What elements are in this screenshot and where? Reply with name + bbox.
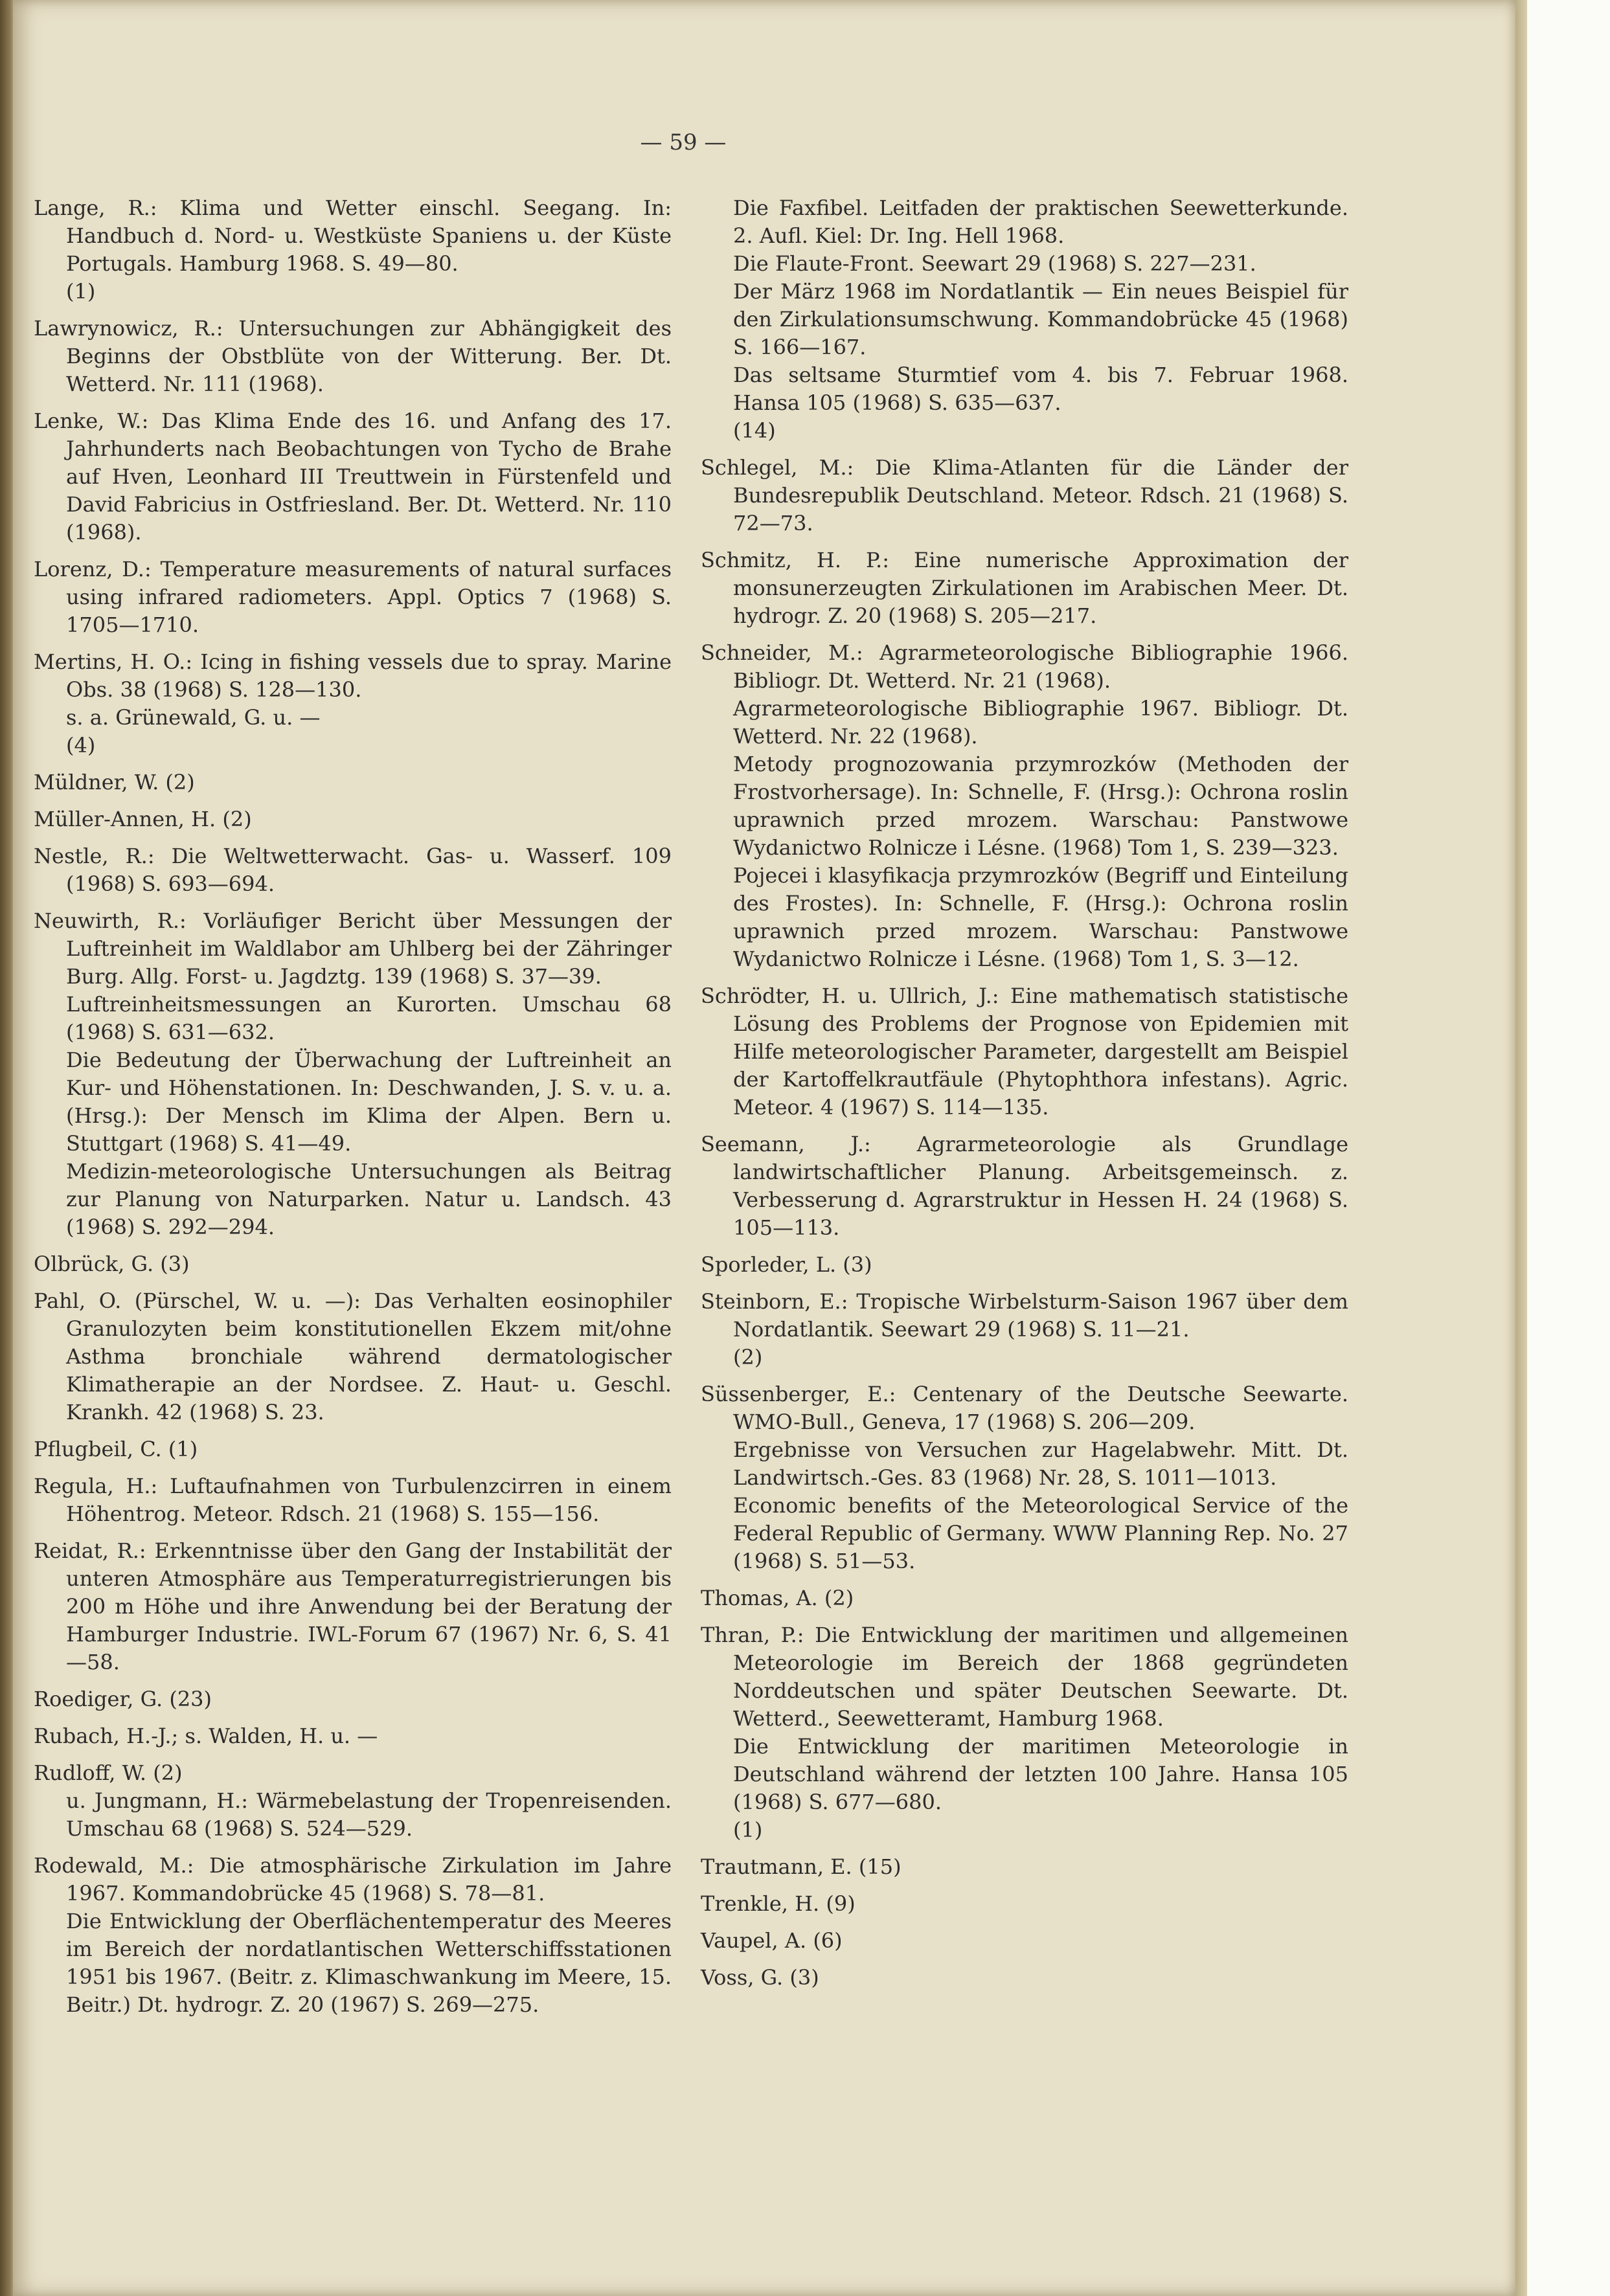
entry-text: Pahl, O. (Pürschel, W. u. —): Das Verhalten eosinophiler Granulozyten beim konstitutionellen Ekzem mit/ohne Asthma bronchiale während dermatologischer Klimatherapie an der Nordsee. Z. Haut- u. Geschl. Krankh. 42 (1968) S. 23. xyxy=(34,1289,672,1424)
entry-continuation: Agrarmeteorologische Bibliographie 1967. Bibliogr. Dt. Wetterd. Nr. 22 (1968). xyxy=(733,696,1348,748)
entry-text: Neuwirth, R.: Vorläufiger Bericht über Messungen der Luftreinheit im Waldlabor am Uhlberg bei der Zähringer Burg. Allg. Forst- u. Jagdztg. 139 (1968) S. 37—39. xyxy=(34,908,672,989)
entry-text: Rudloff, W. (2) xyxy=(34,1761,183,1785)
bibliography-entry xyxy=(34,1287,672,1426)
entry-text: Mertins, H. O.: Icing in fishing vessels due to spray. Marine Obs. 38 (1968) S. 128—130. xyxy=(34,649,672,702)
bibliography-entry xyxy=(34,556,672,639)
entry-text: Rubach, H.-J.; s. Walden, H. u. — xyxy=(34,1724,378,1748)
entry-continuation: Die Bedeutung der Überwachung der Luftreinheit an Kur- und Höhenstationen. In: Deschwanden, J. S. v. u. a. (Hrsg.): Der Mensch im Klima der Alpen. Bern u. Stuttgart (1968) S. 41—49. xyxy=(66,1048,672,1156)
entry-continuation: (2) xyxy=(733,1345,763,1369)
entry-text: Steinborn, E.: Tropische Wirbelsturm-Saison 1967 über dem Nordatlantik. Seewart 29 (1968) S. 11—21. xyxy=(701,1289,1348,1342)
bibliography-entry xyxy=(701,1380,1348,1575)
entry-text: Lorenz, D.: Temperature measurements of natural surfaces using infrared radiometers. Appl. Optics 7 (1968) S. 1705—1710. xyxy=(34,557,672,637)
entry-text: Thomas, A. (2) xyxy=(701,1586,854,1610)
entry-continuation: Economic benefits of the Meteorological Service of the Federal Republic of Germany. WWW Planning Rep. No. 27 (1968) S. 51—53. xyxy=(733,1493,1348,1573)
bibliography-entry xyxy=(701,1964,1348,1992)
bibliography-entry xyxy=(701,454,1348,537)
entry-text: Lenke, W.: Das Klima Ende des 16. und Anfang des 17. Jahrhunderts nach Beobachtungen von Tycho de Brahe auf Hven, Leonhard III Treuttwein in Fürstenfeld und David Fabricius in Ostfriesland. Ber. Dt. Wetterd. Nr. 110 (1968). xyxy=(34,409,672,545)
entry-continuation: (1) xyxy=(66,279,96,304)
bibliography-entry xyxy=(34,1722,672,1750)
bibliography-entry xyxy=(701,1890,1348,1918)
entry-text: Müller-Annen, H. (2) xyxy=(34,807,252,831)
bibliography-entry xyxy=(701,1927,1348,1955)
entry-text: Schrödter, H. u. Ullrich, J.: Eine mathematisch statistische Lösung des Problems der Prognose von Epidemien mit Hilfe meteorologischer Parameter, dargestellt am Beispiel der Kartoffelkrautfäule (Phytophthora infestans). Agric. Meteor. 4 (1967) S. 114—135. xyxy=(701,984,1348,1120)
entry-text: Pflugbeil, C. (1) xyxy=(34,1437,198,1461)
entry-continuation: (14) xyxy=(733,418,776,443)
bibliography-entry xyxy=(34,805,672,833)
bibliography-entry xyxy=(701,546,1348,630)
entry-continuation: Die Entwicklung der maritimen Meteorologie in Deutschland während der letzten 100 Jahre. Hansa 105 (1968) S. 677—680. xyxy=(733,1734,1348,1814)
entry-text: Reidat, R.: Erkenntnisse über den Gang der Instabilität der unteren Atmosphäre aus Temperaturregistrierungen bis 200 m Höhe und ihre Anwendung bei der Beratung der Hamburger Industrie. IWL-Forum 67 (1967) Nr. 6, S. 41—58. xyxy=(34,1538,672,1674)
entry-text: Olbrück, G. (3) xyxy=(34,1252,190,1276)
bibliography-entry xyxy=(701,982,1348,1121)
bibliography-entry xyxy=(34,1685,672,1713)
entry-text: Lange, R.: Klima und Wetter einschl. Seegang. In: Handbuch d. Nord- u. Westküste Spaniens u. der Küste Portugals. Hamburg 1968. S. 49—80. xyxy=(34,196,672,276)
entry-continuation: Ergebnisse von Versuchen zur Hagelabwehr. Mitt. Dt. Landwirtsch.-Ges. 83 (1968) Nr. 28, S. 1011—1013. xyxy=(733,1437,1348,1490)
bibliography-entry xyxy=(34,842,672,898)
entry-continuation: Die Faxfibel. Leitfaden der praktischen Seewetterkunde. 2. Aufl. Kiel: Dr. Ing. Hell 1968. xyxy=(733,196,1348,248)
bibliography-entry xyxy=(34,1537,672,1676)
bibliography-entry xyxy=(701,1621,1348,1844)
entry-text: Schmitz, H. P.: Eine numerische Approximation der monsunerzeugten Zirkulationen im Arabischen Meer. Dt. hydrogr. Z. 20 (1968) S. 205—217. xyxy=(701,548,1348,628)
bibliography-entry xyxy=(34,194,672,306)
entry-text: Roediger, G. (23) xyxy=(34,1687,212,1711)
entry-text: Süssenberger, E.: Centenary of the Deutsche Seewarte. WMO-Bull., Geneva, 17 (1968) S. 206—209. xyxy=(701,1382,1348,1434)
entry-text: Regula, H.: Luftaufnahmen von Turbulenzcirren in einem Höhentrog. Meteor. Rdsch. 21 (1968) S. 155—156. xyxy=(34,1474,672,1526)
entry-text: Lawrynowicz, R.: Untersuchungen zur Abhängigkeit des Beginns der Obstblüte von der Witterung. Ber. Dt. Wetterd. Nr. 111 (1968). xyxy=(34,316,672,396)
entry-text: Voss, G. (3) xyxy=(701,1965,819,1990)
entry-continuation: u. Jungmann, H.: Wärmebelastung der Tropenreisenden. Umschau 68 (1968) S. 524—529. xyxy=(66,1788,672,1841)
entry-text: Seemann, J.: Agrarmeteorologie als Grundlage landwirtschaftlicher Planung. Arbeitsgemeinsch. z. Verbesserung d. Agrarstruktur in Hessen H. 24 (1968) S. 105—113. xyxy=(701,1132,1348,1240)
bibliography-entry xyxy=(701,1288,1348,1371)
bibliography-entry xyxy=(34,907,672,1241)
left-column xyxy=(34,194,672,2028)
entry-text: Nestle, R.: Die Weltwetterwacht. Gas- u. Wasserf. 109 (1968) S. 693—694. xyxy=(34,844,672,896)
entry-text: Rodewald, M.: Die atmosphärische Zirkulation im Jahre 1967. Kommandobrücke 45 (1968) S. 78—81. xyxy=(34,1853,672,1906)
entry-continuation: Pojecei i klasyfikacja przymrozków (Begriff und Einteilung des Frostes). In: Schnelle, F. (Hrsg.): Ochrona roslin uprawnich przed mrozem. Warschau: Panstwowe Wydanictwo Rolnicze i Lésne. (1968) Tom 1, S. 3—12. xyxy=(733,863,1348,971)
entry-text: Sporleder, L. (3) xyxy=(701,1252,872,1277)
entry-text: Trenkle, H. (9) xyxy=(701,1891,856,1916)
entry-continuation: Der März 1968 im Nordatlantik — Ein neues Beispiel für den Zirkulationsumschwung. Kommandobrücke 45 (1968) S. 166—167. xyxy=(733,279,1348,359)
entry-text: Vaupel, A. (6) xyxy=(701,1928,843,1953)
bibliography-entry xyxy=(701,1251,1348,1279)
bibliography-entry xyxy=(34,315,672,398)
bibliography-entry xyxy=(34,1852,672,2019)
bibliography-entry xyxy=(34,1759,672,1843)
entry-text: Schlegel, M.: Die Klima-Atlanten für die Länder der Bundesrepublik Deutschland. Meteor. Rdsch. 21 (1968) S. 72—73. xyxy=(701,455,1348,535)
bibliography-entry xyxy=(34,407,672,546)
entry-continuation: Die Flaute-Front. Seewart 29 (1968) S. 227—231. xyxy=(733,251,1256,276)
page-number: — 59 — xyxy=(640,129,727,155)
bibliography-entry xyxy=(34,1472,672,1528)
scan-background xyxy=(1527,0,1610,2296)
entry-continuation: Luftreinheitsmessungen an Kurorten. Umschau 68 (1968) S. 631—632. xyxy=(66,992,672,1044)
entry-continuation: (4) xyxy=(66,733,96,758)
entry-continuation: (1) xyxy=(733,1818,763,1842)
bibliography-entry xyxy=(701,1853,1348,1881)
bibliography-entry xyxy=(701,639,1348,973)
entry-text: Schneider, M.: Agrarmeteorologische Bibliographie 1966. Bibliogr. Dt. Wetterd. Nr. 21 (1968). xyxy=(701,640,1348,693)
right-column xyxy=(701,194,1348,2001)
entry-continuation: Medizin-meteorologische Untersuchungen als Beitrag zur Planung von Naturparken. Natur u. Landsch. 43 (1968) S. 292—294. xyxy=(66,1159,672,1239)
entry-continuation: Das seltsame Sturmtief vom 4. bis 7. Februar 1968. Hansa 105 (1968) S. 635—637. xyxy=(733,363,1348,415)
bibliography-entry xyxy=(34,1250,672,1278)
entry-text: Müldner, W. (2) xyxy=(34,770,195,794)
bibliography-entry xyxy=(701,194,1348,445)
entry-continuation: Metody prognozowania przymrozków (Methoden der Frostvorhersage). In: Schnelle, F. (Hrsg.): Ochrona roslin uprawnich przed mrozem. Warschau: Panstwowe Wydanictwo Rolnicze i Lésne. (1968) Tom 1, S. 239—323. xyxy=(733,752,1348,860)
bibliography-entry xyxy=(701,1584,1348,1612)
bibliography-entry xyxy=(34,1435,672,1463)
entry-text: Trautmann, E. (15) xyxy=(701,1854,901,1879)
page-edge xyxy=(1515,0,1527,2296)
entry-continuation: Die Entwicklung der Oberflächentemperatur des Meeres im Bereich der nordatlantischen Wetterschiffsstationen 1951 bis 1967. (Beitr. z. Klimaschwankung im Meere, 15. Beitr.) Dt. hydrogr. Z. 20 (1967) S. 269—275. xyxy=(66,1909,672,2017)
bibliography-entry xyxy=(34,769,672,796)
bibliography-entry xyxy=(701,1131,1348,1242)
bibliography-entry xyxy=(34,648,672,760)
entry-continuation: s. a. Grünewald, G. u. — xyxy=(66,705,321,730)
entry-text: Thran, P.: Die Entwicklung der maritimen und allgemeinen Meteorologie im Bereich der 1868 gegründeten Norddeutschen und später Deutschen Seewarte. Dt. Wetterd., Seewetteramt, Hamburg 1968. xyxy=(701,1623,1348,1731)
